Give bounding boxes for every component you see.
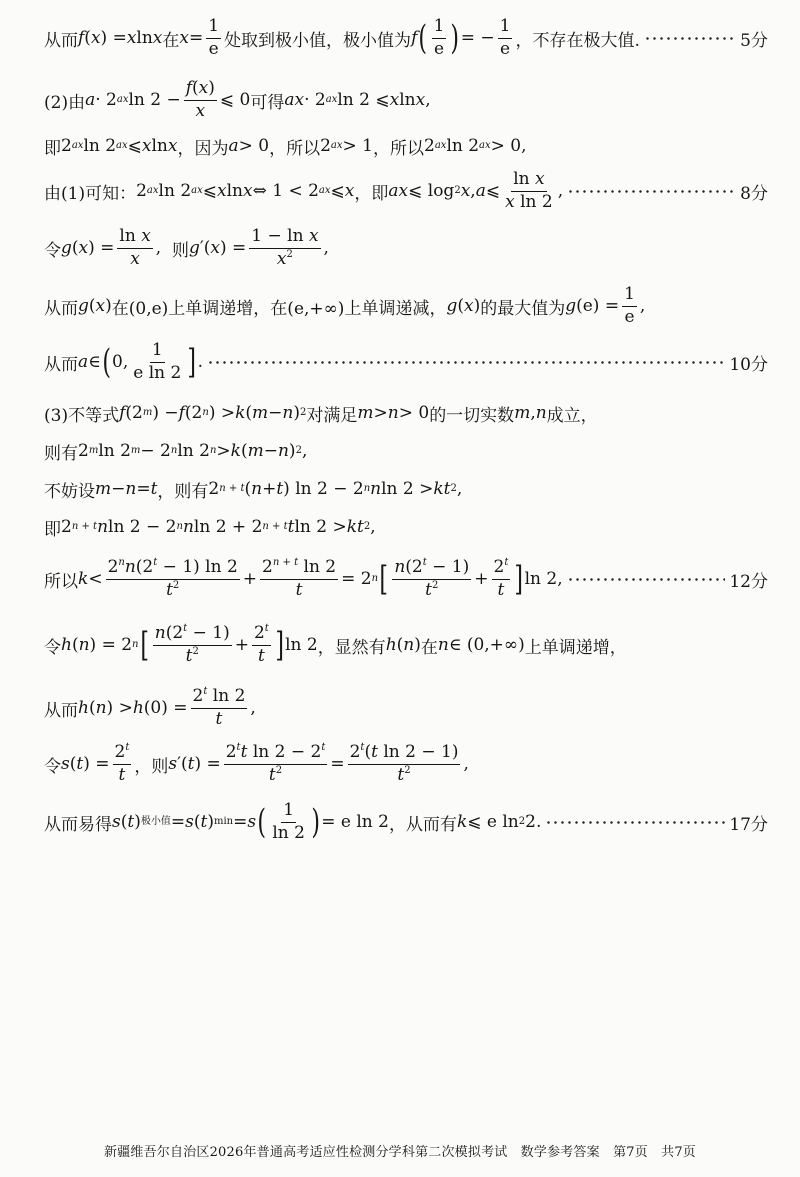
formula: m , n: [514, 403, 547, 423]
text: (3)不等式: [44, 405, 120, 426]
solution-line-15: [44, 740, 768, 788]
dot-leader: [545, 821, 725, 824]
score-label: 8分: [740, 183, 768, 204]
formula: n ∈ (0,+∞): [437, 635, 525, 655]
formula: g ( x ): [78, 296, 112, 316]
score-label: 12分: [729, 571, 768, 592]
formula: f ( $\frac{1}{e}$ ) = − $\frac{1}{e}$: [411, 15, 511, 59]
solution-line-10: [44, 476, 768, 502]
solution-line-13: [44, 618, 768, 672]
text: 可得: [250, 92, 285, 113]
formula: a > 0: [228, 136, 270, 156]
page-footer: 新疆维吾尔自治区2026年普通高考适应性检测分学科第二次模拟考试 数学参考答案 第7页 共7页: [103, 1145, 697, 1160]
formula: g ( x ) = $\frac{\text{ln x}}{x}$ ,: [61, 225, 173, 269]
score-label: 17分: [729, 814, 768, 835]
formula: ax ⩽ log 2 x , a ⩽ $\frac{\text{ln x}}{\text{x ln 2}}$ ,: [388, 168, 564, 212]
text: 则: [172, 240, 190, 261]
solution-line-1: [44, 15, 768, 59]
solution-line-16: [44, 798, 768, 846]
solution-line-8: [44, 400, 768, 426]
solution-line-5: [44, 224, 768, 272]
text: ，即: [354, 183, 389, 204]
text: 从而: [44, 354, 78, 375]
formula: g (e) = $\frac{1}{e}$ ,: [565, 283, 646, 327]
text: ，则: [134, 756, 169, 777]
text: 在: [162, 30, 180, 51]
text: (2)由: [44, 92, 86, 113]
formula: 2 ax > 1: [320, 136, 373, 156]
text: 上单调递增，: [524, 637, 627, 658]
formula: g ( x ): [446, 296, 481, 316]
formula: m − n = t: [95, 479, 158, 499]
formula: g ′( x ) = $\frac{\text{1 − ln x}}{x^2}$ ,: [189, 225, 329, 269]
formula: ax · 2 ax ln 2 ⩽ x ln x ,: [284, 90, 431, 110]
text: 在: [420, 637, 438, 658]
formula: a · 2 ax ln 2 − $\frac{f(x)}{x}$ ⩽ 0: [85, 77, 251, 121]
text: 则有: [44, 443, 78, 464]
text: 从而易得: [44, 814, 112, 835]
text: 即: [44, 519, 61, 540]
formula: k ⩽ e ln 2 2.: [456, 812, 542, 832]
formula: k < $\frac{2^nn(2^t - 1) \ln 2}{t^2}$ + $\frac{2^{n + t} \ln 2}{t}$ = 2 n [ $\frac{n(2^t - 1)}{t^2}$ + $\frac{2^t}{t}$ ] ln 2,: [78, 556, 563, 600]
text: 从而: [44, 30, 78, 51]
text: 的一切实数: [429, 405, 515, 426]
solution-line-12: [44, 552, 768, 606]
text: ，从而有: [388, 814, 457, 835]
solution-line-4: [44, 168, 768, 214]
solution-line-7: [44, 340, 768, 384]
formula: h ( n ) > h (0) = $\frac{2^t \ln 2}{t}$ ,: [78, 685, 256, 729]
text: 令: [44, 240, 61, 261]
formula: f (2 m ) − f (2 n ) > k ( m − n ) 2: [119, 403, 307, 423]
formula: h ( n ): [385, 635, 421, 655]
text: 从而: [44, 700, 78, 721]
solution-line-11: [44, 514, 768, 540]
text: 对满足: [306, 405, 358, 426]
solution-line-3: [44, 133, 768, 159]
text: ，则有: [157, 481, 209, 502]
formula: x = $\frac{1}{e}$: [179, 15, 220, 59]
score-label: 10分: [729, 354, 768, 375]
text: 即: [44, 138, 61, 159]
formula: s ( t ) = $\frac{2^t}{t}$: [61, 741, 130, 785]
formula: 2 ax ln 2 ax ⩽ x ln x: [61, 136, 178, 156]
formula: s ′( t ) = $\frac{2^tt \ln 2 - 2^t}{t^2}$ = $\frac{2^t(t \ln 2 - 1)}{t^2}$ ,: [168, 741, 469, 785]
text: 令: [44, 637, 61, 658]
dot-leader: [567, 578, 726, 581]
formula: s ( t ) 极小值 = s ( t ) min = s ( $\frac{1}{\ln 2}$ ) = e ln 2: [112, 799, 389, 843]
formula: 2 n + t ( n + t ) ln 2 − 2 n n ln 2 > kt 2 ,: [208, 479, 463, 499]
formula: f ( x ) = x ln x: [78, 28, 163, 48]
score-label: 5分: [740, 30, 768, 51]
solution-line-9: [44, 438, 768, 464]
formula: 2 ax ln 2 ax > 0,: [424, 136, 527, 156]
text: 从而: [44, 298, 78, 319]
solution-line-14: [44, 684, 768, 732]
text: ，所以: [269, 138, 321, 159]
formula: a ∈ ( 0, $\frac{1}{\text{e ln 2}}$ ] .: [78, 339, 203, 383]
formula: 2 n + t n ln 2 − 2 n n ln 2 + 2 n + t t ln 2 > kt 2 ,: [61, 517, 376, 537]
solution-line-2: [44, 78, 768, 122]
formula: m > n > 0: [357, 403, 430, 423]
text: 的最大值为: [480, 298, 566, 319]
text: 在(0,e)上单调递增，在(e,+∞)上单调递减，: [111, 298, 447, 319]
dot-leader: [207, 361, 725, 364]
text: 所以: [44, 571, 78, 592]
text: ，因为: [177, 138, 229, 159]
text: ，所以: [373, 138, 424, 159]
formula: 2 ax ln 2 ax ⩽ x ln x ⇔ 1 < 2 ax ⩽ x: [136, 181, 355, 201]
text: ，显然有: [317, 637, 386, 658]
text: 不妨设: [44, 481, 95, 502]
text: ，不存在极大值.: [515, 30, 640, 51]
formula: h ( n ) = 2 n [ $\frac{n(2^t - 1)}{t^2}$ + $\frac{2^t}{t}$ ] ln 2: [61, 622, 318, 666]
dot-leader: [567, 190, 736, 193]
text: 令: [44, 756, 61, 777]
solution-line-6: [44, 282, 768, 330]
text: 处取到极小值，极小值为: [224, 30, 412, 51]
dot-leader: [644, 37, 736, 40]
text: 由(1)可知：: [44, 183, 137, 204]
formula: 2 m ln 2 m − 2 n ln 2 n > k ( m − n ) 2 ,: [78, 441, 308, 461]
text: 成立，: [546, 405, 598, 426]
